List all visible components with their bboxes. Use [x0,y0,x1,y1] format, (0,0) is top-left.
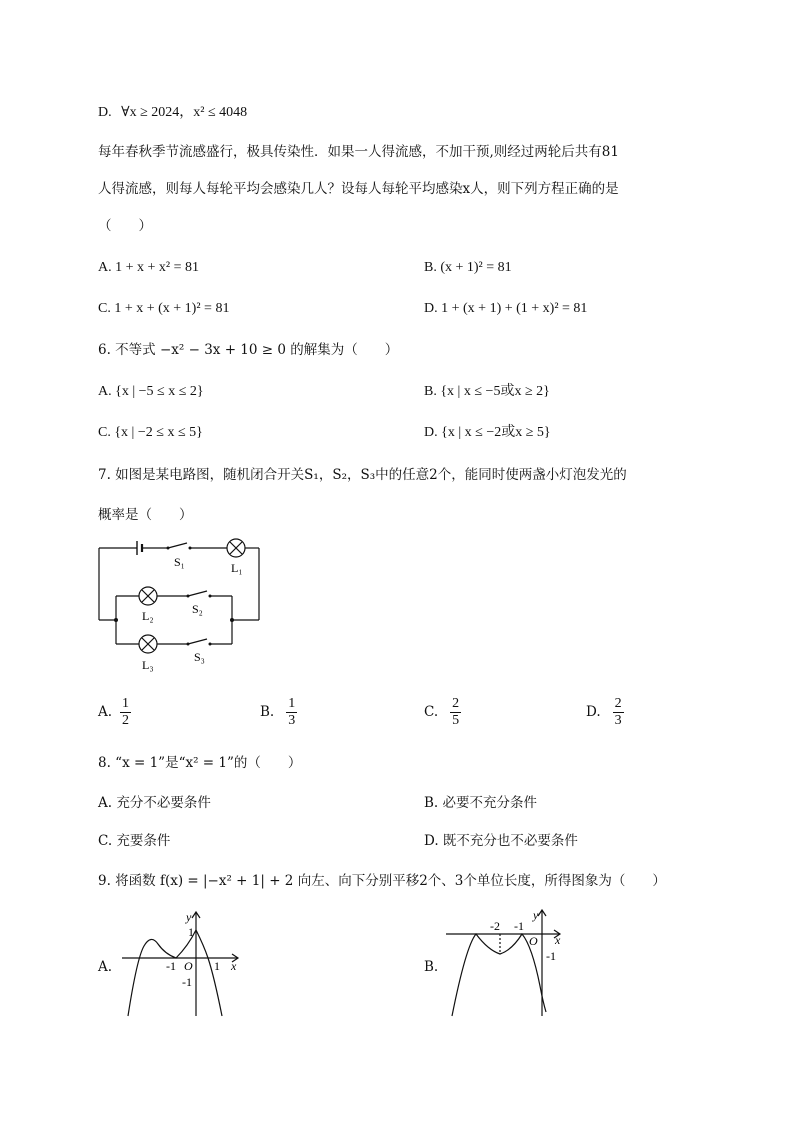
q5-option-d: D. 1 + (x + 1) + (1 + x)² = 81 [424,301,588,316]
q7-line2: 概率是（ ） [98,507,193,523]
q7-option-d [586,692,624,732]
l2-label: L₂ [142,609,154,623]
graph-a-neg1-x: -1 [166,959,176,973]
circuit-diagram [92,534,272,674]
graph-b-neg1-y: -1 [546,949,556,963]
l3-label: L₃ [142,658,154,672]
graph-a-x-label: x [231,959,237,973]
graph-a-neg1-y: -1 [182,975,192,989]
q9-stem: 9. 将函数 f(x) = |−x² + 1| + 2 向左、向下分别平移2个、3个单位长度，所得图象为（ ） [98,873,666,889]
q5-option-c: C. 1 + x + (x + 1)² = 81 [98,301,230,316]
q9-graph-a-label: A. [98,959,113,975]
q8-stem: 8. “x = 1”是“x² = 1”的（ ） [98,755,302,771]
graph-a-origin: O [184,959,193,973]
q5-option-b: B. (x + 1)² = 81 [424,260,512,275]
q5-line2: 人得流感，则每人每轮平均会感染几人？设每人每轮平均感染x人，则下列方程正确的是 [98,181,619,197]
graph-a-y-label: y [186,910,192,924]
l1-label: L₁ [231,561,243,575]
q5-option-a: A. 1 + x + x² = 81 [98,260,199,275]
q7-option-c-num: 2 [452,695,460,711]
q6-option-a: A. {x | −5 ≤ x ≤ 2} [98,384,204,399]
q7-option-b-label: B. [260,704,275,720]
q5-line3: （ ） [98,218,152,234]
graph-a-one-y: 1 [188,925,194,939]
q7-option-d-label: D. [586,704,601,720]
q7-option-b-num: 1 [288,695,296,711]
q4-option-d-text: ∀x ≥ 2024，x² ≤ 4048 [121,105,248,120]
q8-option-b: B. 必要不充分条件 [424,795,538,811]
q7-option-a-fraction [120,696,131,729]
q7-option-c-den: 5 [452,712,460,728]
q4-option-d-label: D. [98,105,112,120]
graph-b-neg2: -2 [490,919,500,933]
q7-option-a [98,692,131,732]
q7-option-c-fraction [450,696,461,729]
q7-option-a-den: 2 [122,712,130,728]
q7-option-b-fraction [286,696,297,729]
q7-option-c-label: C. [424,704,439,720]
q9-graph-b-label: B. [424,959,439,975]
q7-option-c [424,692,461,732]
s2-label: S₂ [192,602,203,616]
q8-option-c: C. 充要条件 [98,833,171,849]
q5-line1: 每年春秋季节流感盛行，极具传染性．如果一人得流感，不加干预,则经过两轮后共有81 [98,144,619,160]
q6-stem: 6. 不等式 −x² − 3x + 10 ≥ 0 的解集为（ ） [98,342,399,358]
q7-option-b [260,692,297,732]
s3-label: S₃ [194,650,205,664]
q7-option-d-num: 2 [614,695,622,711]
q6-option-d: D. {x | x ≤ −2或x ≥ 5} [424,425,551,440]
q7-option-d-den: 3 [614,712,622,728]
q4-option-d [98,104,247,122]
q9-graph-a [118,906,248,1018]
graph-b-origin: O [529,934,538,948]
q7-option-d-fraction [613,696,624,729]
graph-b-neg1-x: -1 [514,919,524,933]
q7-option-b-den: 3 [288,712,296,728]
q9-graph-b [442,906,572,1018]
graph-a-one-x: 1 [214,959,220,973]
q7-line1: 7. 如图是某电路图，随机闭合开关S₁，S₂，S₃中的任意2个，能同时使两盏小灯泡发光的 [98,467,627,483]
q7-option-a-num: 1 [122,695,130,711]
graph-b-x-label: x [555,933,561,947]
q8-option-a: A. 充分不必要条件 [98,795,211,811]
q6-option-c: C. {x | −2 ≤ x ≤ 5} [98,425,203,440]
q6-option-b: B. {x | x ≤ −5或x ≥ 2} [424,384,550,399]
q7-option-a-label: A. [98,704,113,720]
q8-option-d: D. 既不充分也不必要条件 [424,833,578,849]
s1-label: S₁ [174,555,185,569]
graph-b-y-label: y [533,908,539,922]
